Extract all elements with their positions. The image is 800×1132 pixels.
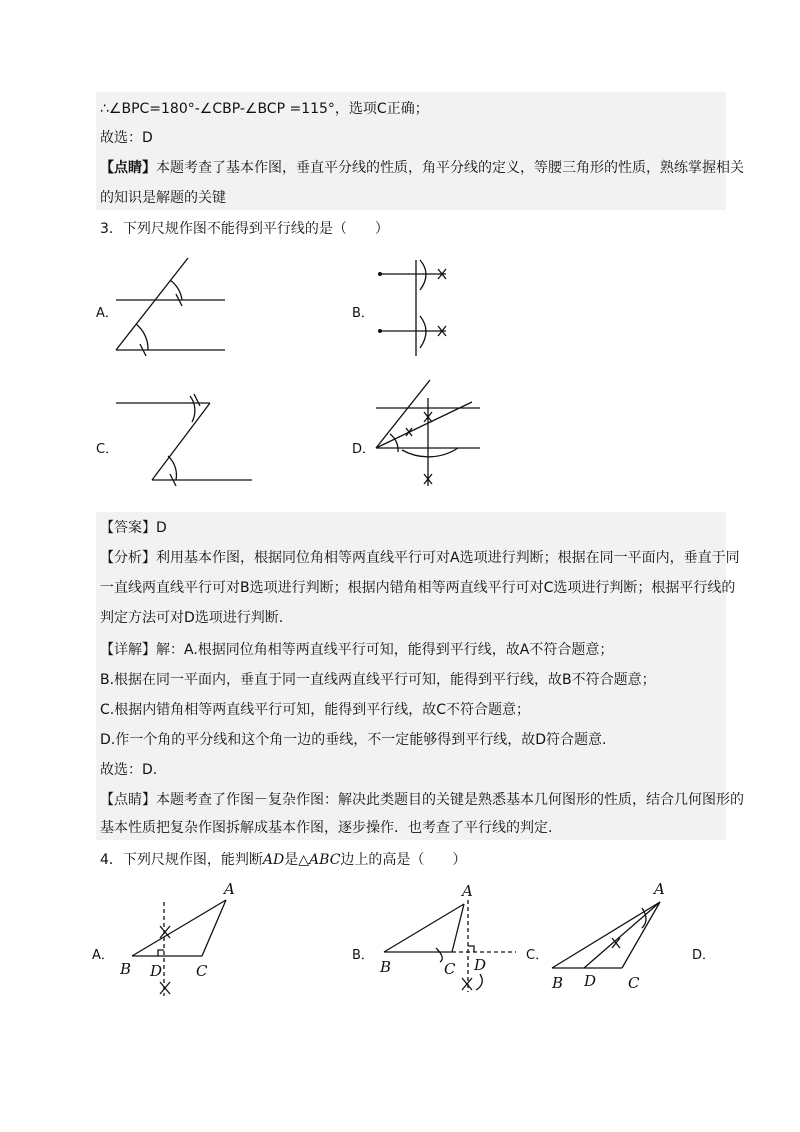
q4b-label-a: A [462, 882, 473, 900]
answer3-detail-4: D.作一个角的平分线和这个角一边的垂线，不一定能够得到平行线，故D符合题意. [100, 732, 607, 748]
q3-figure-a [110, 258, 240, 368]
question4-text [100, 850, 466, 870]
question3-text: 3．下列尺规作图不能得到平行线的是（ ） [100, 221, 389, 237]
q4-figure-a [112, 880, 242, 1000]
q4-middle: 是△ [284, 852, 310, 868]
q3-option-c-label: C． [96, 442, 119, 457]
q4-figure-b [376, 880, 526, 1000]
answer3-analysis-1: 【分析】利用基本作图，根据同位角相等两直线平行可对A选项进行判断；根据在同一平面内，垂直于同 [100, 550, 740, 566]
answer3-answer: 【答案】D [100, 520, 167, 536]
q4c-label-d: D [584, 972, 597, 990]
q3-option-b-label: B． [352, 306, 374, 321]
q4a-label-a: A [224, 880, 235, 898]
q4-suffix: 边上的高是（ ） [340, 852, 467, 868]
q4c-label-a: A [654, 880, 665, 898]
q4-seg: AD [262, 852, 285, 868]
answer3-analysis-3: 判定方法可对D选项进行判断. [100, 610, 284, 626]
answer3-analysis-2: 一直线两直线平行可对B选项进行判断；根据内错角相等两直线平行可对C选项进行判断；根据平行线的 [100, 580, 736, 596]
comment-text-1: 本题考查了基本作图，垂直平分线的性质，角平分线的定义，等腰三角形的性质，熟练掌握相关 [156, 160, 744, 176]
answer3-comment-2: 基本性质把复杂作图拆解成基本作图，逐步操作．也考查了平行线的判定. [100, 820, 553, 836]
q4c-label-c: C [628, 974, 640, 992]
solution-line-2: 故选：D [100, 130, 153, 146]
q4-option-a-label: A． [92, 948, 114, 963]
q4-option-d-label: D． [692, 948, 716, 963]
q4-figure-c [546, 880, 676, 1000]
q4-prefix: 4．下列尺规作图，能判断 [100, 852, 263, 868]
q4b-label-b: B [380, 958, 392, 976]
answer3-detail-1: 【详解】解：A.根据同位角相等两直线平行可知，能得到平行线，故A不符合题意； [100, 642, 614, 658]
answer3-comment-1: 【点睛】本题考查了作图－复杂作图：解决此类题目的关键是熟悉基本几何图形的性质，结合几何图形的 [100, 792, 744, 808]
q4-option-c-label: C． [526, 948, 549, 963]
q3-option-a-label: A． [96, 306, 118, 321]
q3-figure-b [372, 260, 472, 360]
comment-tag: 【点睛】 [100, 160, 156, 176]
answer3-detail-2: B.根据在同一平面内，垂直于同一直线两直线平行可知，能得到平行线，故B不符合题意； [100, 672, 656, 688]
q4a-label-b: B [120, 960, 132, 978]
answer3-detail-3: C.根据内错角相等两直线平行可知，能得到平行线，故C不符合题意； [100, 702, 530, 718]
q4a-label-c: C [196, 962, 208, 980]
q3-option-d-label: D． [352, 442, 376, 457]
q4c-label-b: B [552, 974, 564, 992]
comment-line-2: 的知识是解题的关键 [100, 190, 226, 206]
solution-line-1: ∴∠BPC=180°-∠CBP-∠BCP =115°，选项C正确； [100, 101, 429, 117]
q3-figure-c [110, 392, 260, 492]
q4-tri: ABC [309, 852, 341, 868]
q4b-label-c: C [444, 960, 456, 978]
q4b-label-d: D [474, 956, 487, 974]
q3-figure-d [372, 378, 482, 490]
q4-option-b-label: B． [352, 948, 374, 963]
answer3-choose: 故选：D. [100, 762, 158, 778]
q4a-label-d: D [150, 962, 163, 980]
comment-line-1 [100, 158, 744, 178]
